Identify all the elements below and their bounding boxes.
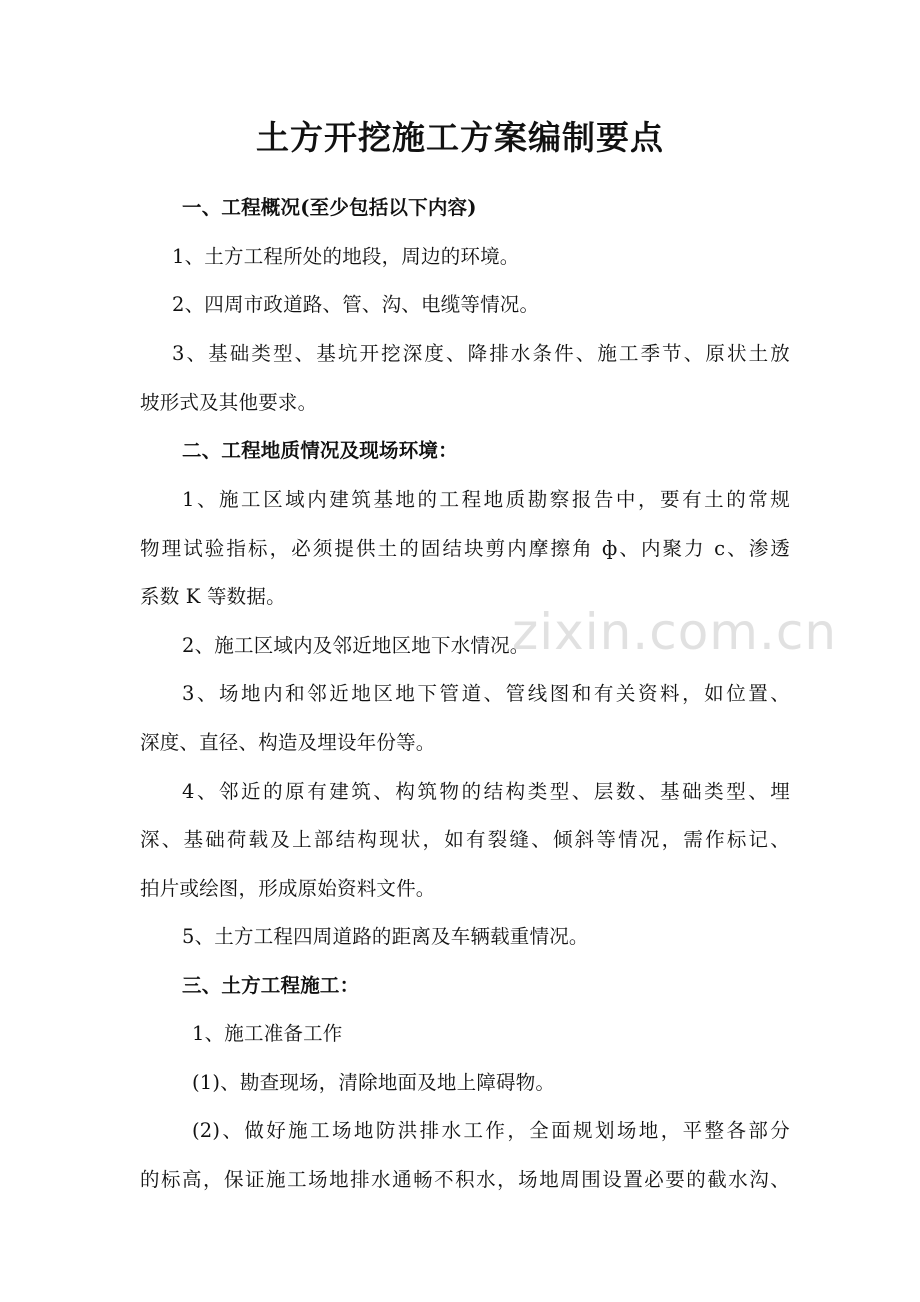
paragraph-line: (1)、勘查现场，清除地面及地上障碍物。 bbox=[192, 1071, 556, 1094]
watermark: zixin.com.cn bbox=[512, 603, 838, 661]
paragraph-line: 拍片或绘图，形成原始资料文件。 bbox=[140, 877, 436, 900]
document-title: 土方开挖施工方案编制要点 bbox=[256, 118, 664, 157]
paragraph-line: 物理试验指标，必须提供土的固结块剪内摩擦角 ф、内聚力 c、渗透 bbox=[140, 537, 790, 560]
paragraph-line: 深、基础荷载及上部结构现状，如有裂缝、倾斜等情况，需作标记、 bbox=[140, 828, 790, 851]
paragraph-line: 4、邻近的原有建筑、构筑物的结构类型、层数、基础类型、埋 bbox=[182, 780, 790, 803]
paragraph-line: 深度、直径、构造及埋设年份等。 bbox=[140, 731, 436, 754]
section-heading-1: 一、工程概况(至少包括以下内容) bbox=[182, 196, 477, 219]
section-heading-2: 二、工程地质情况及现场环境： bbox=[182, 439, 458, 462]
paragraph-line: 坡形式及其他要求。 bbox=[140, 391, 318, 414]
paragraph-line: 2、四周市政道路、管、沟、电缆等情况。 bbox=[172, 293, 540, 316]
paragraph-line: 3、基础类型、基坑开挖深度、降排水条件、施工季节、原状土放 bbox=[172, 342, 790, 365]
paragraph-line: 2、施工区域内及邻近地区地下水情况。 bbox=[182, 634, 530, 657]
paragraph-line: 1、施工准备工作 bbox=[192, 1022, 343, 1045]
paragraph-line: 5、土方工程四周道路的距离及车辆载重情况。 bbox=[182, 925, 589, 948]
paragraph-line: 系数 K 等数据。 bbox=[140, 585, 286, 608]
paragraph-line: 1、土方工程所处的地段，周边的环境。 bbox=[172, 245, 520, 268]
section-heading-3: 三、土方工程施工： bbox=[182, 974, 360, 997]
paragraph-line: (2)、做好施工场地防洪排水工作，全面规划场地，平整各部分 bbox=[192, 1119, 790, 1142]
paragraph-line: 1、施工区域内建筑基地的工程地质勘察报告中，要有土的常规 bbox=[182, 488, 790, 511]
paragraph-line: 3、场地内和邻近地区地下管道、管线图和有关资料，如位置、 bbox=[182, 682, 790, 705]
paragraph-line: 的标高，保证施工场地排水通畅不积水，场地周围设置必要的截水沟、 bbox=[140, 1168, 790, 1191]
